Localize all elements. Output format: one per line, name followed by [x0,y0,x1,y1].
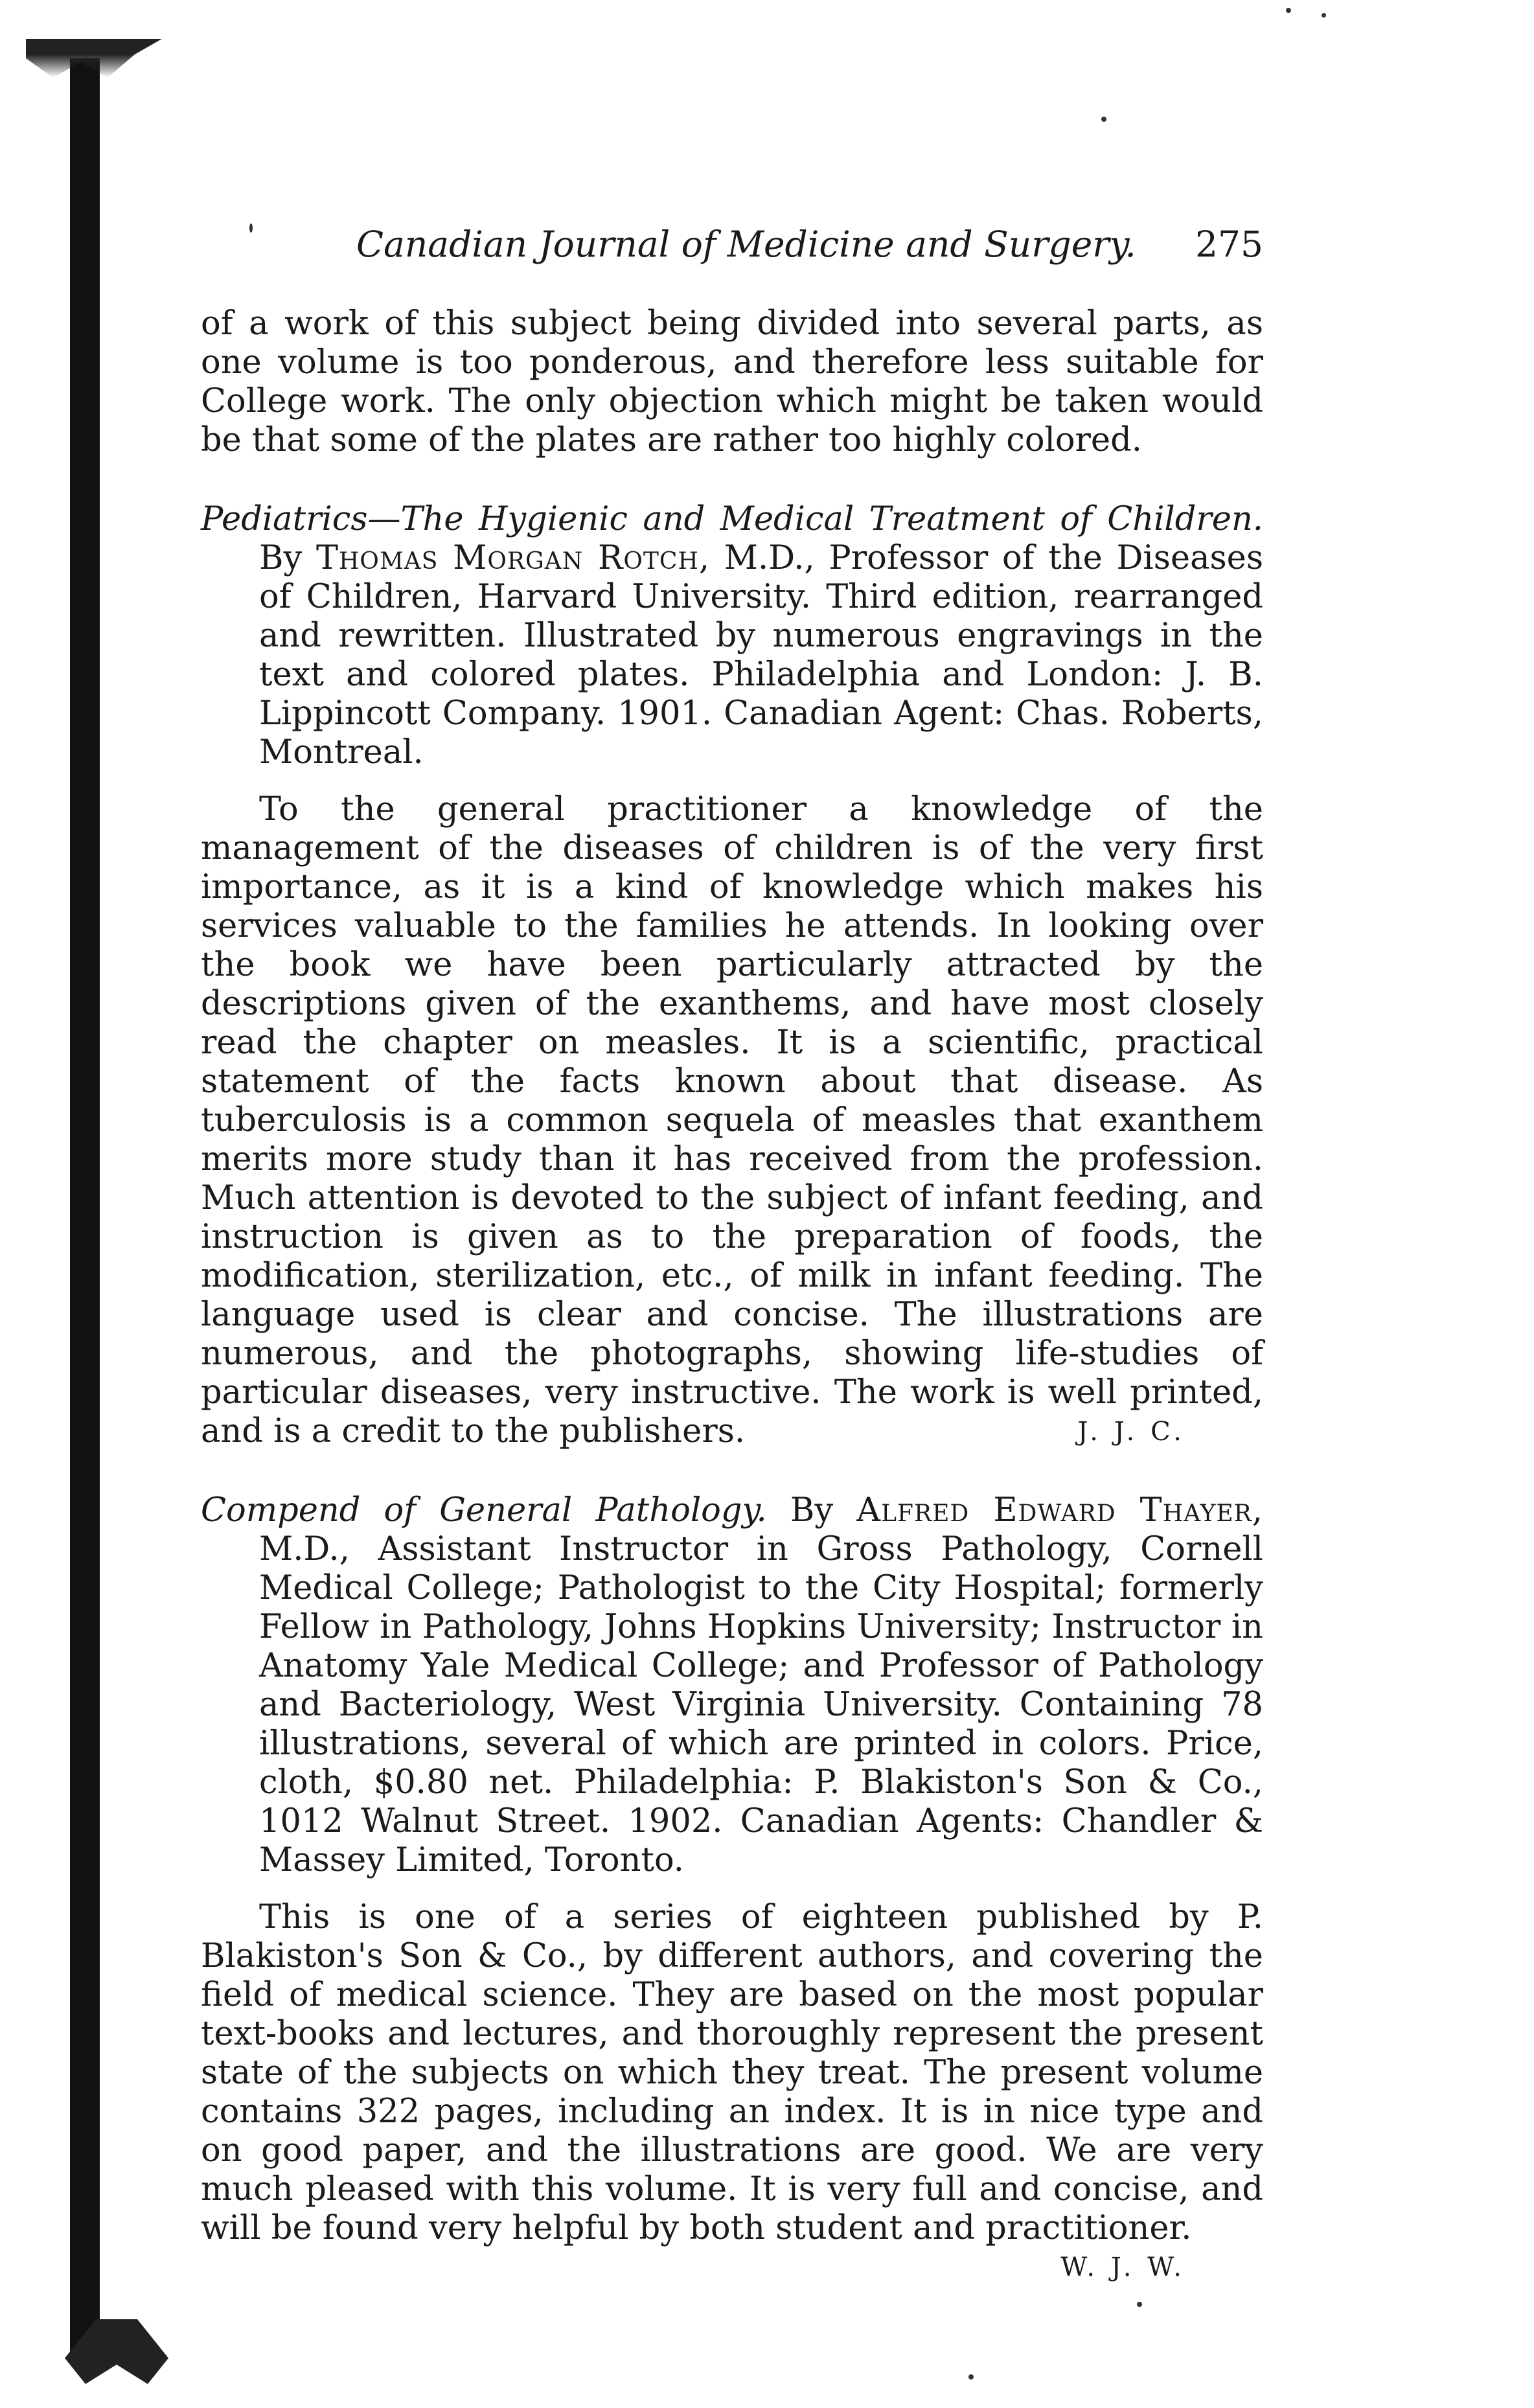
page-number: 275 [1195,224,1263,265]
review-body [201,790,1263,1451]
scan-speck [1286,8,1291,13]
intro-paragraph: of a work of this subject being divided into several parts, as one volume is too ponderous, and therefore less suitable for College work. The only objection which might be taken would be that some of the plates are rather too highly colored. [201,304,1263,459]
scan-speck [249,224,253,233]
by-word: By [259,539,303,577]
review-pathology [201,1491,1263,2282]
scan-speck [1137,2302,1142,2307]
book-details: M.D., Assistant Instructor in Gross Pathology, Cornell Medical College; Pathologist to the City Hospital; formerly Fellow in Pathology, Johns Hopkins University; Instructor in Anatomy Yale Medical College; and Professor of Pathology and Bacteriology, West Virginia University. Containing 78 illustrations, several of which are printed in colors. Price, cloth, $0.80 net. Philadelphia: P. Blakiston's Son & Co., 1012 Walnut Street. 1902. Canadian Agents: Chandler & Massey Limited, Toronto. [259,1530,1263,1879]
running-head [356,224,1263,265]
journal-title: Canadian Journal of Medicine and Surgery. [356,224,1136,265]
reviewer-signature: W. J. W. [1060,2253,1185,2282]
book-title: Pediatrics—The Hygienic and Medical Treatment of Children. [201,500,1263,538]
by-word: By [790,1491,834,1530]
scan-speck [1322,13,1326,17]
page-binding-edge [70,58,100,2365]
review-text: To the general practitioner a knowledge of the management of the diseases of children is of the very first importance, as it is a kind of knowledge which makes his services valuable to the families he attends. In looking over the book we have been particularly attracted by the descriptions given of the exanthems, and have most closely read the chapter on measles. It is a scientific, practical statement of the facts known about that disease. As tuberculosis is a common sequela of measles that exanthem merits more study than it has received from the profession. Much attention is devoted to the subject of infant feeding, and instruction is given as to the preparation of foods, the modification, sterilization, etc., of milk in infant feeding. The language used is clear and concise. The illustrations are numerous, and the photographs, showing life-studies of particular diseases, very instructive. The work is well printed, and is a credit to the publishers. [201,790,1263,1451]
book-author: Thomas Morgan Rotch, [316,539,711,577]
review-heading [201,1491,1263,1880]
review-text: This is one of a series of eighteen published by P. Blakiston's Son & Co., by different authors, and covering the field of medical science. They are based on the most popular text-books and lectures, and thoroughly represent the present state of the subjects on which they treat. The present volume contains 322 pages, including an index. It is in nice type and on good paper, and the illustrations are good. We are very much pleased with this volume. It is very full and concise, and will be found very helpful by both student and practitioner. [201,1898,1263,2247]
reviewer-signature: J. J. C. [1077,1417,1185,1447]
review-heading [201,500,1263,772]
page-content [201,304,1263,2287]
book-author: Alfred Edward Thayer, [856,1491,1263,1530]
book-details: M.D., Professor of the Diseases of Children, Harvard University. Third edition, rearranged and rewritten. Illustrated by numerous engravings in the text and colored plates. Philadelphia and London: J. B. Lippincott Company. 1901. Canadian Agent: Chas. Roberts, Montreal. [259,539,1264,772]
scan-speck [968,2374,974,2379]
book-title: Compend of General Pathology. [201,1491,767,1530]
review-pediatrics [201,500,1263,1451]
scan-speck [1101,117,1106,122]
review-body [201,1898,1263,2282]
